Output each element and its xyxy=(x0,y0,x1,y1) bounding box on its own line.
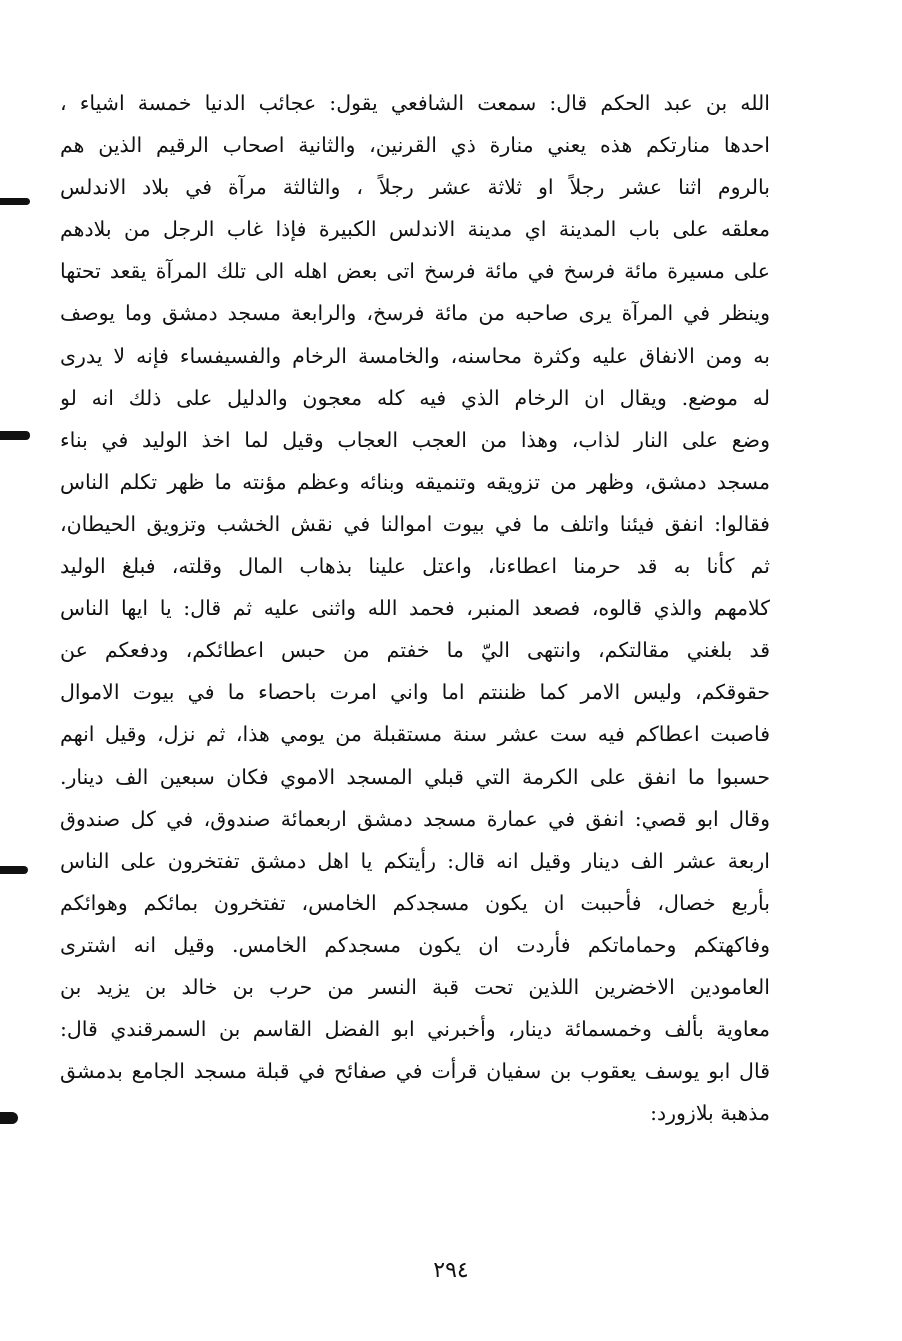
margin-ink-mark xyxy=(0,431,30,440)
text-line: احدها منارتكم هذه يعني منارة ذي القرنين، والثانية اصحاب الرقيم الذين هم xyxy=(60,133,770,158)
text-line: له موضع. ويقال ان الرخام الذي فيه كله معجون والدليل على ذلك انه لو xyxy=(60,385,770,410)
margin-ink-mark xyxy=(0,198,30,205)
text-line: حسبوا ما انفق على الكرمة التي قبلي المسجد الاموي فكان سبعين الف دينار. xyxy=(60,764,770,789)
text-line: اربعة عشر الف دينار وقيل انه قال: رأيتكم يا اهل دمشق تفتخرون على الناس xyxy=(60,848,770,873)
text-line: به ومن الانفاق عليه وكثرة محاسنه، والخامسة الرخام والفسيفساء فإنه لا يدرى xyxy=(60,343,770,368)
margin-ink-mark xyxy=(0,866,28,874)
text-line: حقوقكم، وليس الامر كما ظننتم اما واني امرت باحصاء ما في بيوت الاموال xyxy=(60,680,770,705)
text-line: فاصبت اعطاكم فيه ست عشر سنة مستقبلة من يومي هذا، ثم نزل، وقيل انهم xyxy=(60,722,770,747)
text-line: كلامهم والذي قالوه، فصعد المنبر، فحمد الله واثنى عليه ثم قال: يا ايها الناس xyxy=(60,596,770,621)
margin-ink-mark xyxy=(0,1112,18,1124)
text-line: قد بلغني مقالتكم، وانتهى اليّ ما خفتم من حبس اعطائكم، ودفعكم عن xyxy=(60,638,770,663)
text-line: بأربع خصال، فأحببت ان يكون مسجدكم الخامس، تفتخرون بمائكم وهوائكم xyxy=(60,890,770,915)
text-line: وضع على النار لذاب، وهذا من العجب العجاب وقيل لما اخذ الوليد في بناء xyxy=(60,427,770,452)
text-line: وينظر في المرآة يرى صاحبه من مائة فرسخ، والرابعة مسجد دمشق وما يوصف xyxy=(60,301,770,326)
text-line: على مسيرة مائة فرسخ في مائة فرسخ اتى بعض اهله الى تلك المرآة يقعد تحتها xyxy=(60,259,770,284)
text-line: فقالوا: انفق فيئنا واتلف ما في بيوت اموالنا في نقش الخشب وتزويق الحيطان، xyxy=(60,511,770,536)
text-line: معاوية بألف وخمسمائة دينار، وأخبرني ابو الفضل القاسم بن السمرقندي قال: xyxy=(60,1017,770,1042)
text-line: معلقه على باب المدينة اي مدينة الاندلس الكبيرة فإذا غاب الرجل من بلادهم xyxy=(60,217,770,242)
text-line: الله بن عبد الحكم قال: سمعت الشافعي يقول: عجائب الدنيا خمسة اشياء ، xyxy=(60,91,770,115)
text-line: وقال ابو قصي: انفق في عمارة مسجد دمشق اربعمائة صندوق، في كل صندوق xyxy=(60,806,770,831)
text-line: العامودين الاخضرين اللذين تحت قبة النسر من حرب بن خالد بن يزيد بن xyxy=(60,974,770,999)
text-line: بالروم اثنا عشر رجلاً او ثلاثة عشر رجلاً ، والثالثة مرآة في بلاد الاندلس xyxy=(60,175,770,200)
page-number: ٢٩٤ xyxy=(433,1258,469,1283)
text-line: ثم كأنا به قد حرمنا اعطاءنا، واعتل علينا بذهاب المال وقلته، فبلغ الوليد xyxy=(60,554,770,579)
text-line: مذهبة بلازورد: xyxy=(650,1101,770,1126)
text-line: مسجد دمشق، وظهر من تزويقه وتنميقه وبنائه وعظم مؤنته ما ظهر تكلم الناس xyxy=(60,469,770,494)
body-text xyxy=(60,82,770,1134)
text-line: وفاكهتكم وحماماتكم فأردت ان يكون مسجدكم الخامس. وقيل انه اشترى xyxy=(60,932,770,957)
text-line: قال ابو يوسف يعقوب بن سفيان قرأت في صفائح في قبلة مسجد الجامع بدمشق xyxy=(60,1059,770,1084)
